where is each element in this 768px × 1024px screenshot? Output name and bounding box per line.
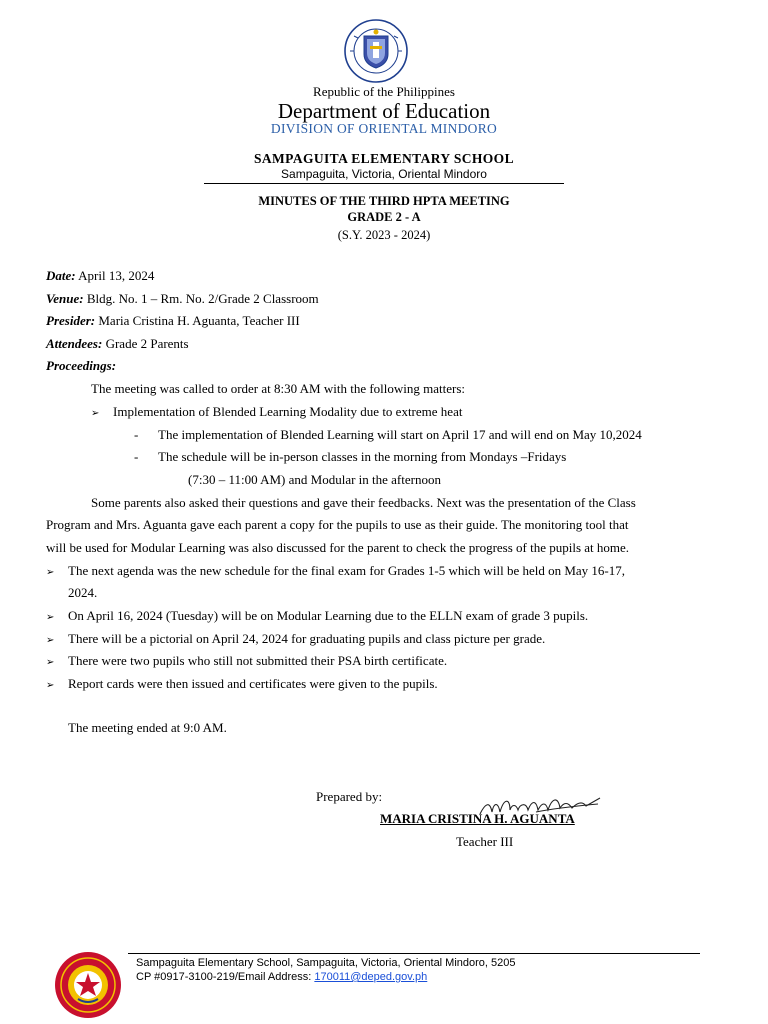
paragraph-line: will be used for Modular Learning was also discussed for the parent to check the progress of the pupils at home. bbox=[46, 540, 630, 555]
header-divider bbox=[204, 183, 564, 184]
venue-value: Bldg. No. 1 – Rm. No. 2/Grade 2 Classroom bbox=[86, 291, 319, 306]
preparer-name: MARIA CRISTINA H. AGUANTA bbox=[380, 811, 575, 826]
school-name: SAMPAGUITA ELEMENTARY SCHOOL bbox=[253, 151, 514, 166]
paragraph-line: Some parents also asked their questions and gave their feedbacks. Next was the presentation of the Class bbox=[91, 495, 636, 510]
bullet-text: The next agenda was the new schedule for the final exam for Grades 1-5 which will be held on May 16-17, bbox=[68, 563, 626, 578]
arrow-bullet-icon: ➢ bbox=[46, 635, 55, 646]
bullet-pictorial bbox=[46, 631, 545, 647]
attendees-row bbox=[46, 336, 189, 352]
division-heading: DIVISION OF ORIENTAL MINDORO bbox=[270, 121, 498, 136]
footer-contact bbox=[136, 971, 427, 983]
sub-item-text: The schedule will be in-person classes in the morning from Mondays –Fridays bbox=[158, 449, 567, 464]
arrow-bullet-icon: ➢ bbox=[46, 567, 55, 578]
closing-text: The meeting ended at 9:0 AM. bbox=[68, 720, 227, 735]
deped-seal-logo bbox=[336, 18, 416, 84]
bullet-report-cards bbox=[46, 676, 438, 692]
sub-item-schedule-cont: (7:30 – 11:00 AM) and Modular in the afternoon bbox=[188, 472, 441, 487]
minutes-grade: GRADE 2 - A bbox=[347, 210, 421, 224]
attendees-label: Attendees: bbox=[46, 336, 103, 351]
arrow-bullet-icon: ➢ bbox=[91, 408, 100, 419]
sub-item-schedule bbox=[134, 449, 566, 465]
dash-bullet: - bbox=[134, 427, 139, 442]
bullet-final-exam-cont: 2024. bbox=[68, 585, 98, 600]
proceedings-row bbox=[46, 358, 116, 374]
bullet-text: There will be a pictorial on April 24, 2024 for graduating pupils and class picture per grade. bbox=[68, 631, 546, 646]
dash-bullet: - bbox=[134, 449, 139, 464]
bullet-text: Report cards were then issued and certificates were given to the pupils. bbox=[68, 676, 438, 691]
minutes-title: MINUTES OF THE THIRD HPTA MEETING bbox=[258, 194, 510, 208]
footer-address: Sampaguita Elementary School, Sampaguita, Victoria, Oriental Mindoro, 5205 bbox=[136, 957, 516, 969]
proceedings-label: Proceedings: bbox=[46, 358, 117, 373]
arrow-bullet-icon: ➢ bbox=[46, 657, 55, 668]
school-logo bbox=[54, 951, 122, 1019]
minutes-school-year: (S.Y. 2023 - 2024) bbox=[337, 228, 431, 242]
school-address: Sampaguita, Victoria, Oriental Mindoro bbox=[281, 167, 487, 181]
agenda-item-blended bbox=[91, 404, 462, 420]
presider-value: Maria Cristina H. Aguanta, Teacher III bbox=[98, 313, 300, 328]
prepared-by-label: Prepared by: bbox=[316, 789, 383, 804]
attendees-value: Grade 2 Parents bbox=[105, 336, 189, 351]
intro-text: The meeting was called to order at 8:30 AM with the following matters: bbox=[91, 381, 466, 396]
agenda-item-text: Implementation of Blended Learning Modality due to extreme heat bbox=[113, 404, 463, 419]
footer-divider bbox=[128, 953, 700, 954]
bullet-text: There were two pupils who still not submitted their PSA birth certificate. bbox=[68, 653, 448, 668]
republic-heading: Republic of the Philippines bbox=[313, 84, 455, 99]
venue-row bbox=[46, 291, 319, 307]
date-row bbox=[46, 268, 154, 284]
arrow-bullet-icon: ➢ bbox=[46, 612, 55, 623]
bullet-text: On April 16, 2024 (Tuesday) will be on Modular Learning due to the ELLN exam of grade 3 pupils. bbox=[68, 608, 589, 623]
paragraph-line: Program and Mrs. Aguanta gave each parent a copy for the pupils to use as their guide. The monitoring tool that bbox=[46, 517, 629, 532]
presider-label: Presider: bbox=[46, 313, 96, 328]
footer-contact-prefix: CP #0917-3100-219/Email Address: bbox=[136, 971, 315, 983]
bullet-final-exam bbox=[46, 563, 625, 579]
bullet-psa bbox=[46, 653, 447, 669]
sub-item-implementation bbox=[134, 427, 642, 443]
date-value: April 13, 2024 bbox=[78, 268, 155, 283]
date-label: Date: bbox=[46, 268, 76, 283]
arrow-bullet-icon: ➢ bbox=[46, 680, 55, 691]
presider-row bbox=[46, 313, 300, 329]
sub-item-text: The implementation of Blended Learning will start on April 17 and will end on May 10,2024 bbox=[158, 427, 642, 442]
email-link[interactable]: 170011@deped.gov.ph bbox=[314, 971, 428, 983]
preparer-position: Teacher III bbox=[456, 834, 514, 849]
bullet-modular-learning bbox=[46, 608, 588, 624]
venue-label: Venue: bbox=[46, 291, 84, 306]
department-heading: Department of Education bbox=[277, 99, 491, 123]
